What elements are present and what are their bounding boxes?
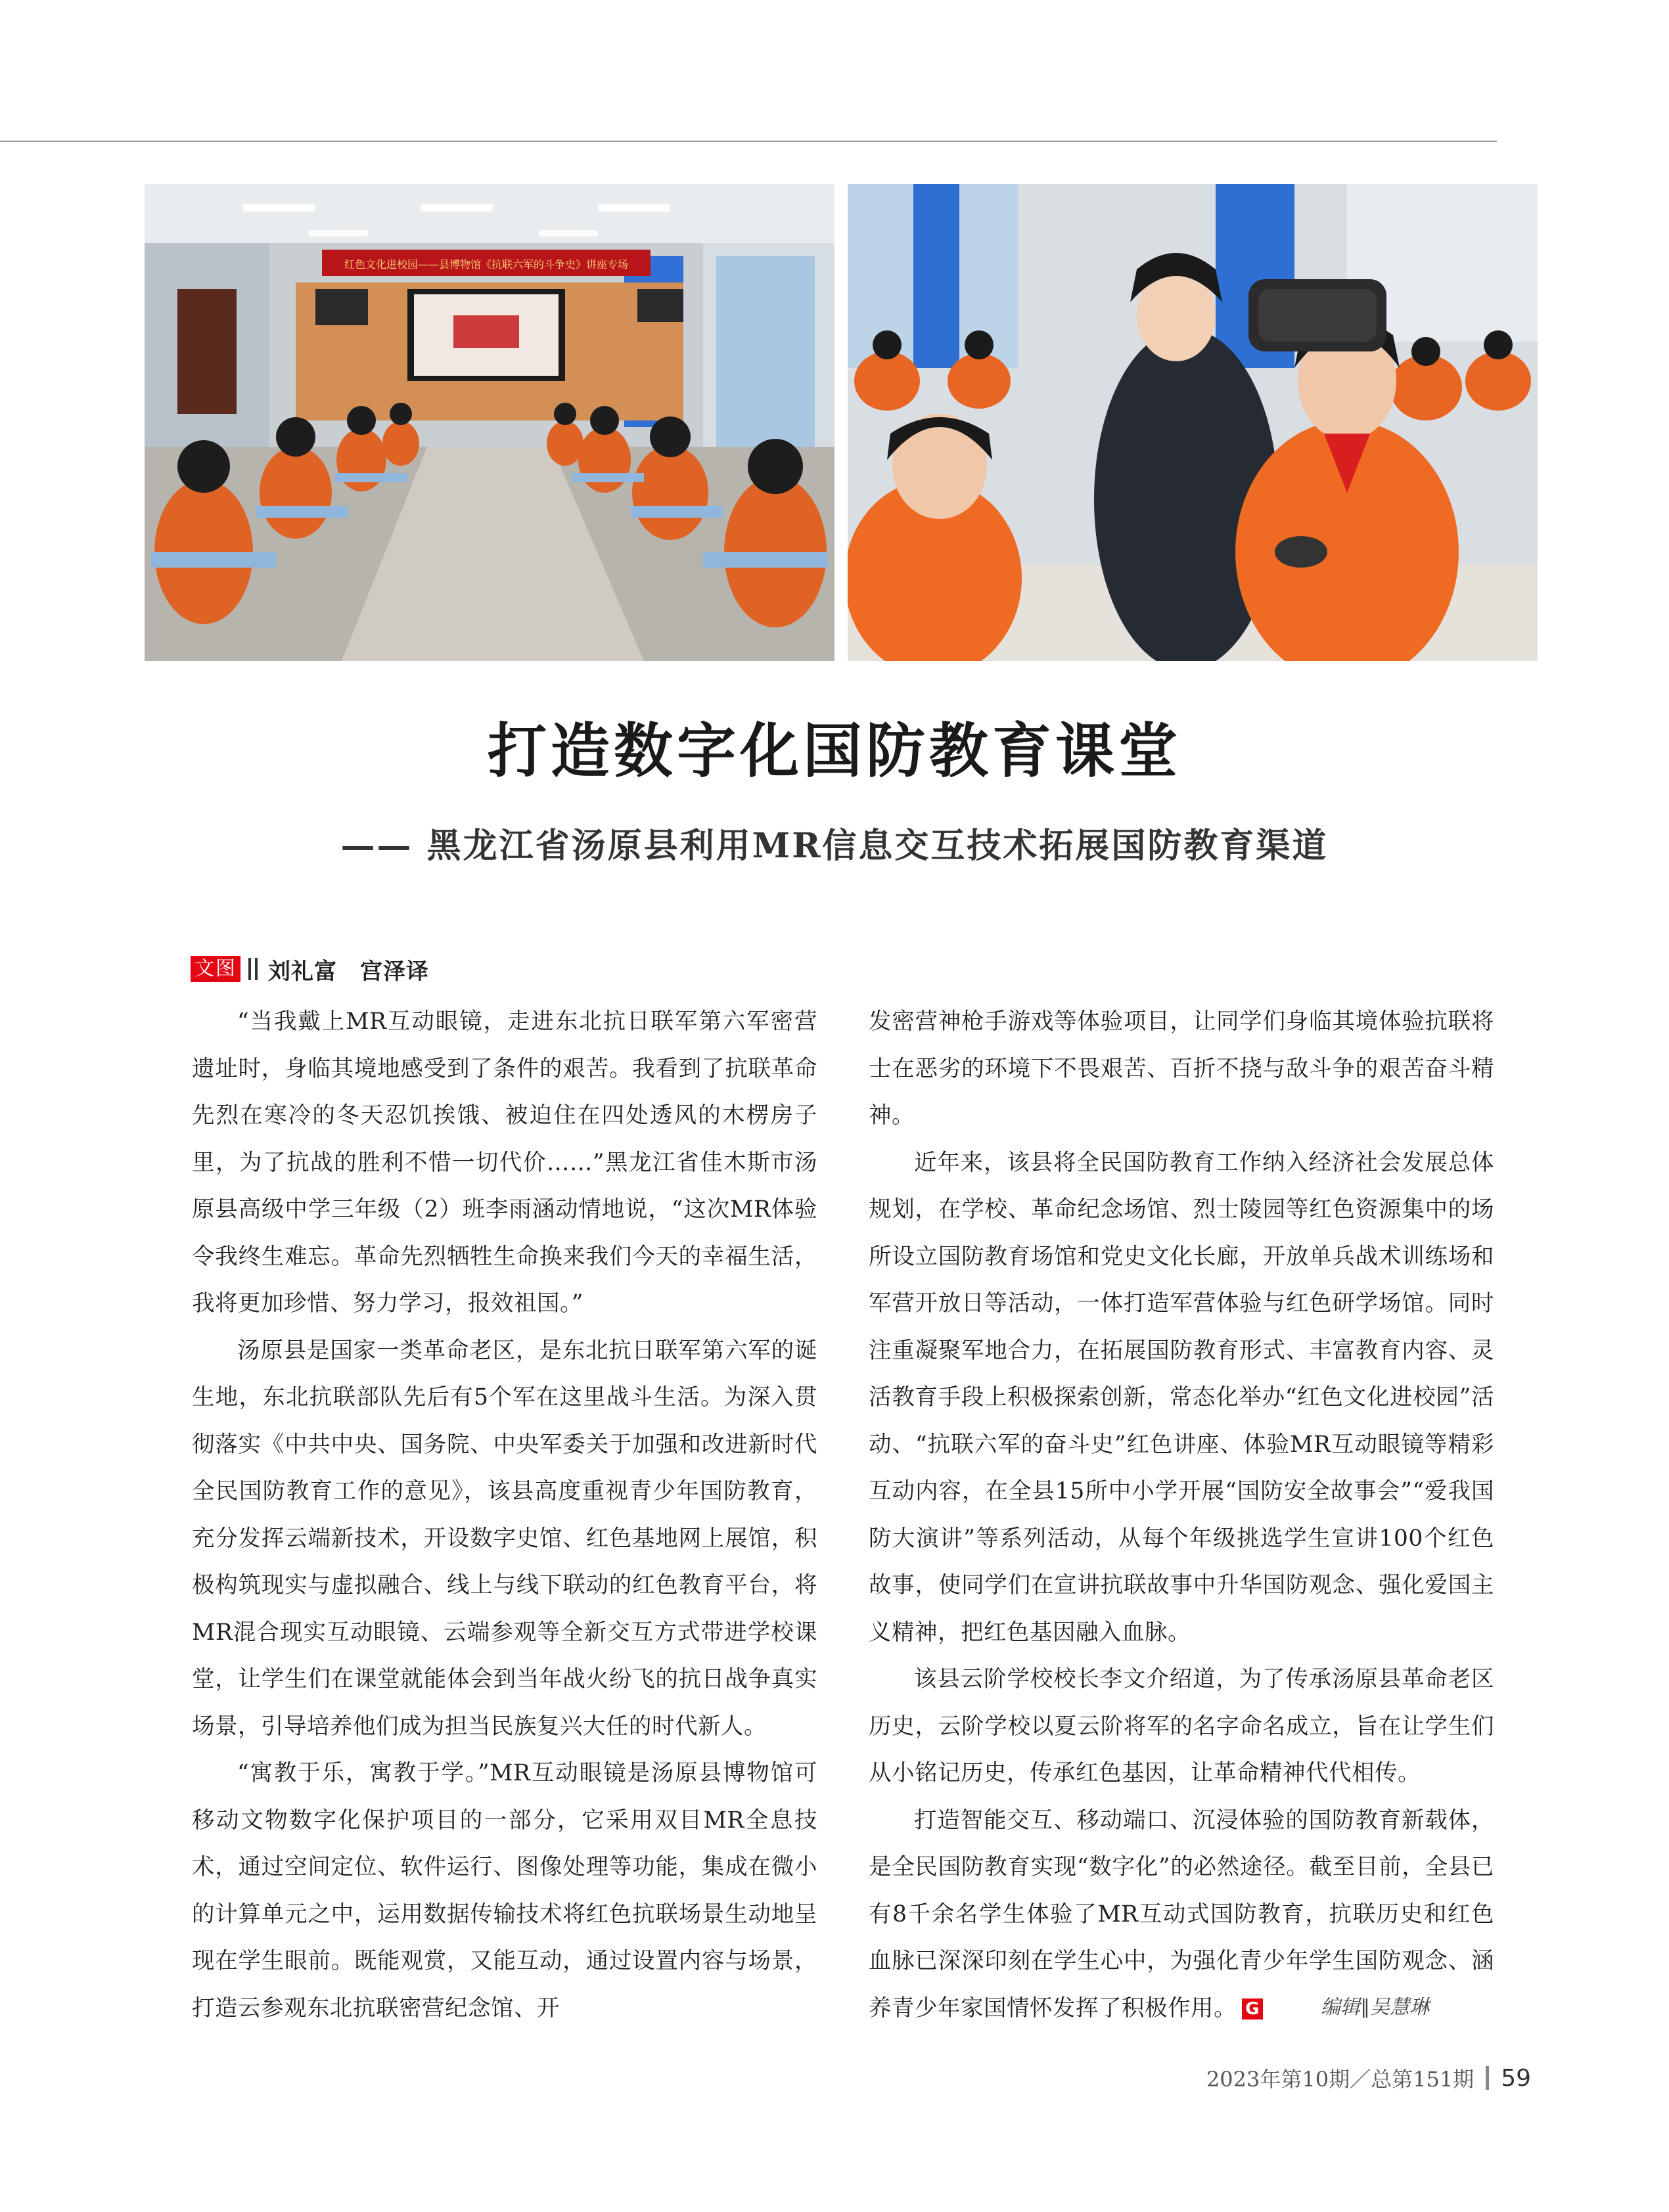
mr-headset-photo xyxy=(848,184,1538,661)
paragraph: 汤原县是国家一类革命老区，是东北抗日联军第六军的诞生地，东北抗联部队先后有5个军在这里战斗生活。为深入贯彻落实《中共中央、国务院、中央军委关于加强和改进新时代全民国防教育工作的意见》，该县高度重视青少年国防教育，充分发挥云端新技术，开设数字史馆、红色基地网上展馆，积极构筑现实与虚拟融合、线上与线下联动的红色教育平台，将MR混合现实互动眼镜、云端参观等全新交互方式带进学校课堂，让学生们在课堂就能体会到当年战火纷飞的抗日战争真实场景，引导培养他们成为担当民族复兴大任的时代新人。 xyxy=(192,1337,817,1740)
article-subtitle: —— 黑龙江省汤原县利用MR信息交互技术拓展国防教育渠道 xyxy=(340,826,1329,866)
right-column xyxy=(869,999,1494,2032)
byline xyxy=(191,955,429,983)
byline-divider xyxy=(255,958,258,980)
authors: 刘礼富 宫泽译 xyxy=(268,958,429,985)
paragraph: 发密营神枪手游戏等体验项目，让同学们身临其境体验抗联将士在恶劣的环境下不畏艰苦、百折不挠与敌斗争的艰苦奋斗精神。 xyxy=(869,1008,1494,1129)
footer-divider xyxy=(1486,2066,1489,2090)
paragraph: 该县云阶学校校长李文介绍道，为了传承汤原县革命老区历史，云阶学校以夏云阶将军的名字命名成立，旨在让学生们从小铭记历史，传承红色基因，让革命精神代代相传。 xyxy=(869,1666,1494,1786)
article-title: 打造数字化国防教育课堂 xyxy=(488,717,1181,786)
paragraph-text: 打造智能交互、移动端口、沉浸体验的国防教育新载体，是全民国防教育实现“数字化”的必然途径。截至目前，全县已有8千余名学生体验了MR互动式国防教育，抗联历史和红色血脉已深深印刻在学生心中，为强化青少年学生国防观念、涵养青少年家国情怀发挥了积极作用。 xyxy=(869,1807,1494,2021)
page-footer xyxy=(1206,2063,1531,2093)
end-mark-icon: G xyxy=(1242,1998,1263,2020)
paragraph: 近年来，该县将全民国防教育工作纳入经济社会发展总体规划，在学校、革命纪念场馆、烈士陵园等红色资源集中的场所设立国防教育场馆和党史文化长廊，开放单兵战术训练场和军营开放日等活动，一体打造军营体验与红色研学场馆。同时注重凝聚军地合力，在拓展国防教育形式、丰富教育内容、灵活教育手段上积极探索创新，常态化举办“红色文化进校园”活动、“抗联六军的奋斗史”红色讲座、体验MR互动眼镜等精彩互动内容，在全县15所中小学开展“国防安全故事会”“爱我国防大演讲”等系列活动，从每个年级挑选学生宣讲100个红色故事，使同学们在宣讲抗联故事中升华国防观念、强化爱国主义精神，把红色基因融入血脉。 xyxy=(869,1149,1494,1646)
left-column xyxy=(192,999,817,2032)
classroom-lecture-photo xyxy=(145,184,834,661)
byline-divider xyxy=(248,958,251,980)
banner-text: 红色文化进校园——县博物馆《抗联六军的斗争史》讲座专场 xyxy=(344,258,629,271)
paragraph: “寓教于乐，寓教于学。”MR互动眼镜是汤原县博物馆可移动文物数字化保护项目的一部分，它采用双目MR全息技术，通过空间定位、软件运行、图像处理等功能，集成在微小的计算单元之中，运用数据传输技术将红色抗联场景生动地呈现在学生眼前。既能观赏，又能互动，通过设置内容与场景，打造云参观东北抗联密营纪念馆、开 xyxy=(192,1760,817,2021)
issue-info: 2023年第10期／总第151期 xyxy=(1206,2067,1475,2092)
page-number: 59 xyxy=(1501,2064,1531,2092)
top-rule xyxy=(0,141,1497,142)
byline-tag: 文图 xyxy=(191,956,240,982)
paragraph: “当我戴上MR互动眼镜，走进东北抗日联军第六军密营遗址时，身临其境地感受到了条件的艰苦。我看到了抗联革命先烈在寒冷的冬天忍饥挨饿、被迫住在四处透风的木楞房子里，为了抗战的胜利不惜一切代价……”黑龙江省佳木斯市汤原县高级中学三年级（2）班李雨涵动情地说，“这次MR体验令我终生难忘。革命先烈牺牲生命换来我们今天的幸福生活，我将更加珍惜、努力学习，报效祖国。” xyxy=(192,1008,817,1317)
editor-credit: 编辑∥吴慧琳 xyxy=(1321,1996,1429,2019)
